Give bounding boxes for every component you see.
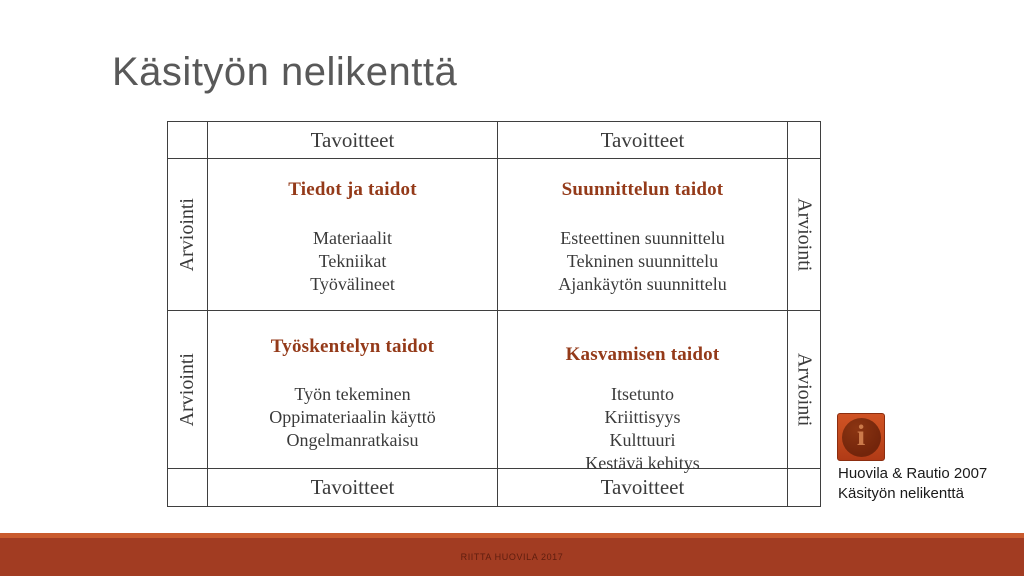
quadrant-line: Ongelmanratkaisu	[286, 430, 419, 450]
citation-line-2: Käsityön nelikenttä	[838, 485, 964, 502]
quadrant-suunnittelun-taidot	[498, 159, 788, 311]
quadrant-tiedot-ja-taidot	[208, 159, 498, 311]
axis-label-tavoitteet: Tavoitteet	[600, 475, 685, 499]
footer-text: RIITTA HUOVILA 2017	[460, 552, 564, 562]
cell-tavoitteet-top-left	[208, 122, 498, 159]
axis-label-tavoitteet: Tavoitteet	[600, 127, 685, 152]
four-field-matrix-table	[167, 121, 821, 507]
cell-arviointi-left-lower	[168, 311, 208, 469]
footer-bar	[0, 538, 1024, 576]
axis-label-arviointi: Arviointi	[793, 197, 816, 272]
citation-line-1: Huovila & Rautio 2007	[838, 465, 988, 482]
quadrant-line: Ajankäytön suunnittelu	[558, 274, 727, 294]
quadrant-header: Suunnittelun taidot	[561, 179, 724, 200]
axis-label-arviointi: Arviointi	[176, 352, 198, 427]
axis-label-arviointi: Arviointi	[176, 197, 198, 272]
info-icon	[837, 413, 885, 461]
quadrant-tyoskentelyn-taidot	[208, 311, 498, 469]
quadrant-line: Kestävä kehitys	[585, 453, 700, 473]
cell-corner-bottom-right	[788, 469, 820, 506]
cell-corner-bottom-left	[168, 469, 208, 506]
page-title: Käsityön nelikenttä	[112, 50, 458, 94]
cell-arviointi-left-upper	[168, 159, 208, 311]
quadrant-line: Työn tekeminen	[294, 384, 411, 404]
quadrant-header: Kasvamisen taidot	[565, 344, 720, 365]
cell-corner-top-right	[788, 122, 820, 159]
quadrant-line: Kulttuuri	[609, 430, 676, 450]
cell-tavoitteet-bottom-right	[498, 469, 788, 506]
info-icon-circle	[842, 418, 881, 457]
citation-block	[838, 464, 987, 504]
axis-label-tavoitteet: Tavoitteet	[310, 127, 395, 152]
quadrant-header: Työskentelyn taidot	[270, 336, 435, 357]
info-icon-glyph: i	[856, 419, 866, 452]
axis-label-arviointi: Arviointi	[793, 352, 816, 427]
quadrant-line: Esteettinen suunnittelu	[560, 228, 725, 248]
quadrant-kasvamisen-taidot	[498, 311, 788, 473]
axis-label-tavoitteet: Tavoitteet	[310, 475, 395, 499]
quadrant-line: Oppimateriaalin käyttö	[269, 407, 436, 427]
quadrant-line: Itsetunto	[611, 384, 674, 404]
quadrant-line: Tekninen suunnittelu	[566, 251, 719, 271]
cell-tavoitteet-bottom-left	[208, 469, 498, 506]
quadrant-line: Materiaalit	[313, 228, 392, 248]
quadrant-line: Kriittisyys	[604, 407, 681, 427]
cell-corner-top-left	[168, 122, 208, 159]
cell-tavoitteet-top-right	[498, 122, 788, 159]
quadrant-header: Tiedot ja taidot	[288, 179, 417, 200]
quadrant-line: Tekniikat	[318, 251, 387, 271]
cell-arviointi-right-upper	[788, 159, 820, 311]
quadrant-line: Työvälineet	[310, 274, 395, 294]
cell-arviointi-right-lower	[788, 311, 820, 469]
